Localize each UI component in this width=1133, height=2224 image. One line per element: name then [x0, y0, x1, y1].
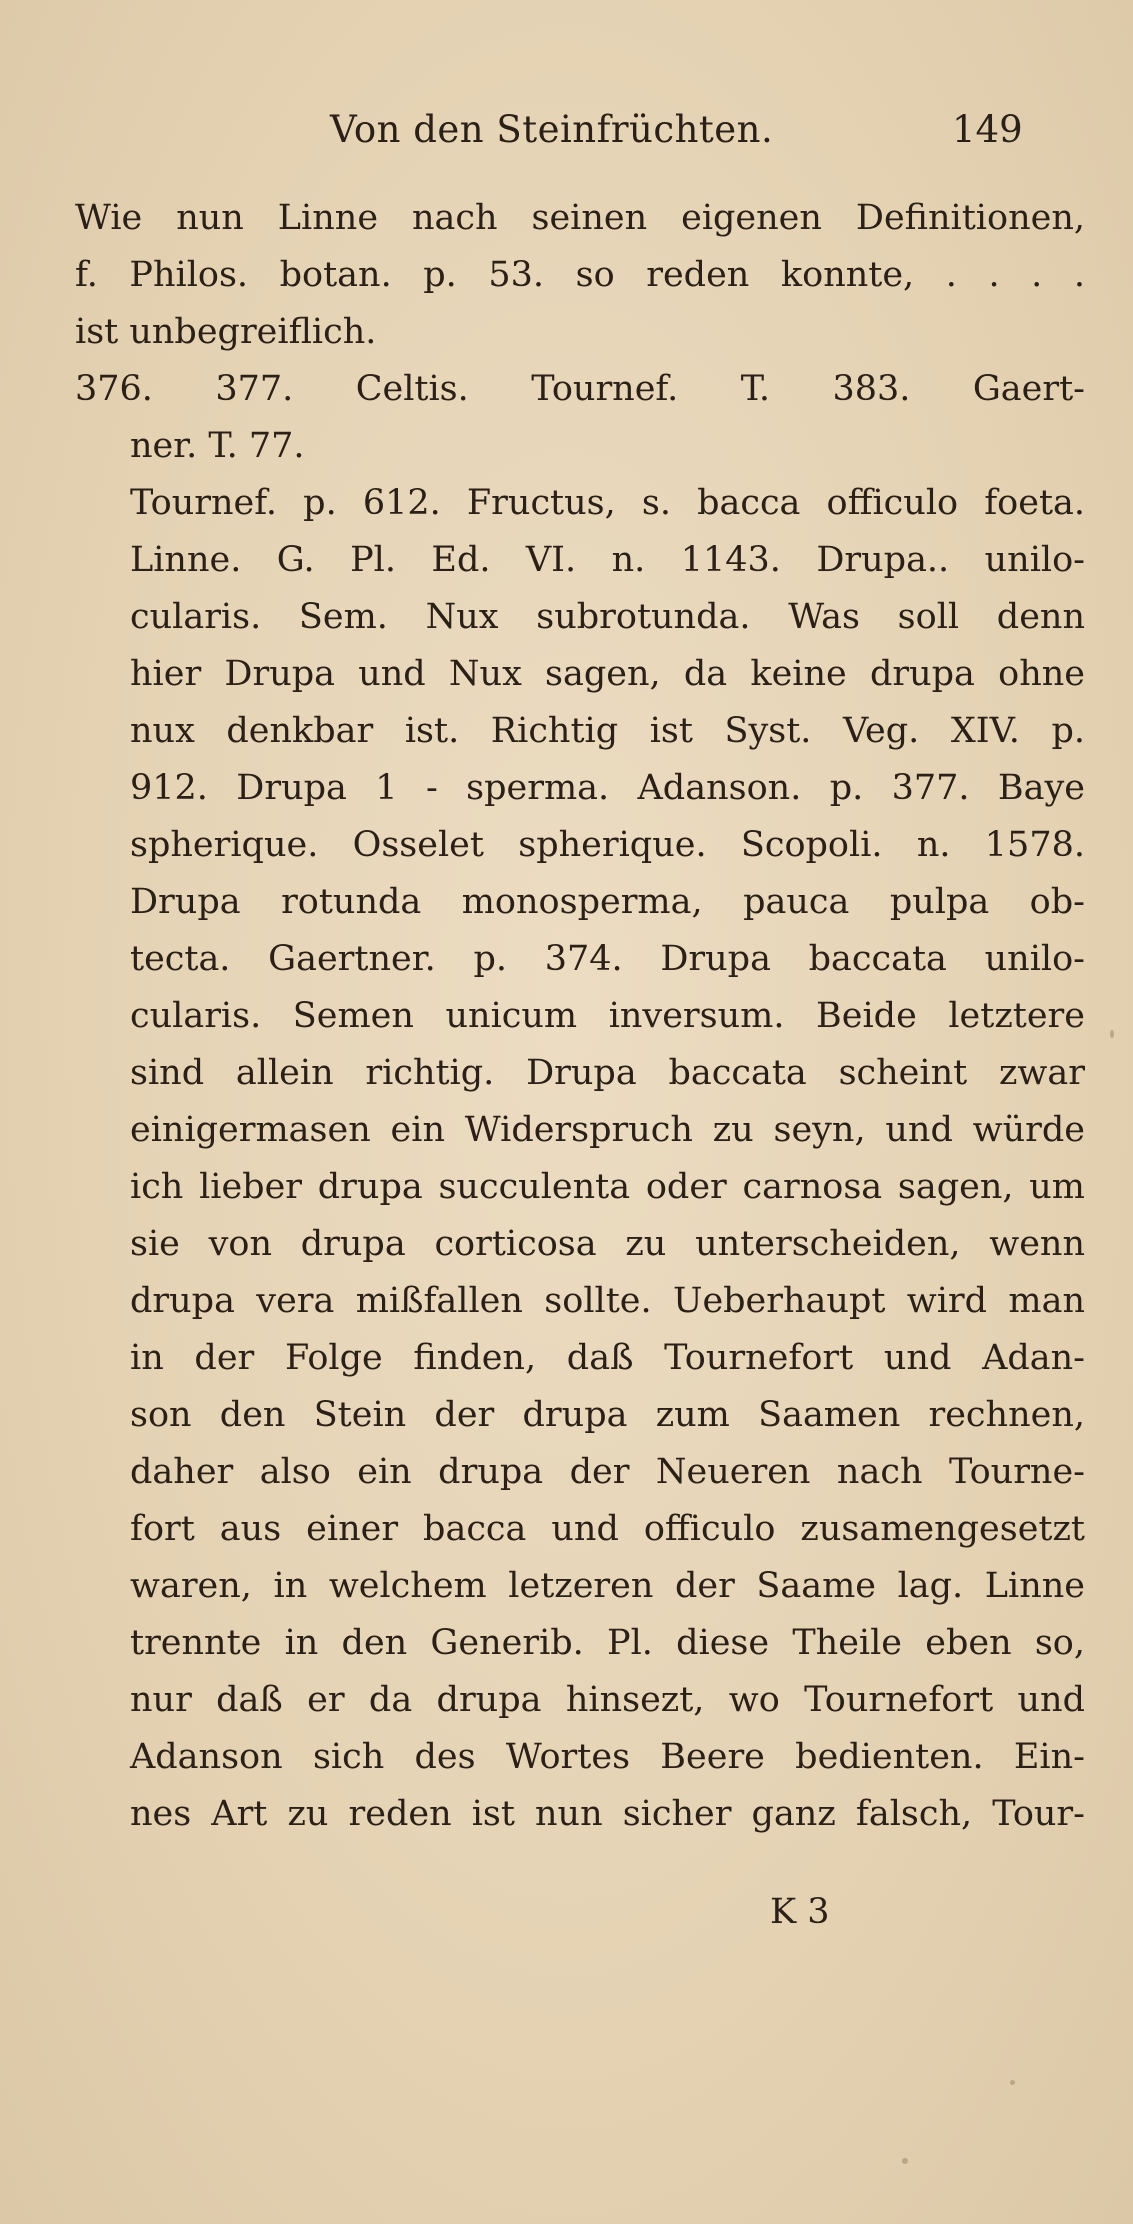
- text-line: Linne. G. Pl. Ed. VI. n. 1143. Drupa.. unilo-: [130, 540, 1085, 580]
- paper-speck: [1010, 2080, 1015, 2085]
- paper-speck: [902, 2158, 908, 2164]
- text-line: daher also ein drupa der Neueren nach Tourne-: [130, 1452, 1085, 1492]
- text-line: 912. Drupa 1 - sperma. Adanson. p. 377. Baye: [130, 768, 1085, 808]
- text-line: hier Drupa und Nux sagen, da keine drupa ohne: [130, 654, 1085, 694]
- text-line: nur daß er da drupa hinsezt, wo Tournefort und: [130, 1680, 1085, 1720]
- text-line: spherique. Osselet spherique. Scopoli. n. 1578.: [130, 825, 1085, 865]
- text-line: 376. 377. Celtis. Tournef. T. 383. Gaert-: [75, 369, 1085, 409]
- body-text: [75, 190, 1085, 1843]
- text-line: cularis. Sem. Nux subrotunda. Was soll denn: [130, 597, 1085, 637]
- text-line: trennte in den Generib. Pl. diese Theile eben so,: [130, 1623, 1085, 1663]
- text-line: sind allein richtig. Drupa baccata scheint zwar: [130, 1053, 1085, 1093]
- text-line: tecta. Gaertner. p. 374. Drupa baccata unilo-: [130, 939, 1085, 979]
- text-line: fort aus einer bacca und officulo zusamengesetzt: [130, 1509, 1085, 1549]
- page-header: [0, 108, 1133, 168]
- text-line: Wie nun Linne nach seinen eigenen Definitionen,: [75, 198, 1085, 238]
- text-line: nux denkbar ist. Richtig ist Syst. Veg. XIV. p.: [130, 711, 1085, 751]
- text-line: sie von drupa corticosa zu unterscheiden, wenn: [130, 1224, 1085, 1264]
- page-number: 149: [952, 108, 1023, 151]
- text-line: drupa vera mißfallen sollte. Ueberhaupt wird man: [130, 1281, 1085, 1321]
- text-line: einigermasen ein Widerspruch zu seyn, und würde: [130, 1110, 1085, 1150]
- text-line: waren, in welchem letzeren der Saame lag. Linne: [130, 1566, 1085, 1606]
- text-line: Adanson sich des Wortes Beere bedienten. Ein-: [130, 1737, 1085, 1777]
- text-line: ich lieber drupa succulenta oder carnosa sagen, um: [130, 1167, 1085, 1207]
- text-line: in der Folge finden, daß Tournefort und Adan-: [130, 1338, 1085, 1378]
- text-line: ist unbegreiflich.: [75, 312, 377, 352]
- text-line: Tournef. p. 612. Fructus, s. bacca officulo foeta.: [130, 483, 1085, 523]
- text-line: son den Stein der drupa zum Saamen rechnen,: [130, 1395, 1085, 1435]
- text-line: cularis. Semen unicum inversum. Beide letztere: [130, 996, 1085, 1036]
- paper-speck: [1110, 1030, 1114, 1038]
- text-line: ner. T. 77.: [130, 426, 305, 466]
- text-line: f. Philos. botan. p. 53. so reden konnte, . . . .: [75, 255, 1085, 295]
- running-head: Von den Steinfrüchten.: [330, 108, 774, 151]
- text-line: nes Art zu reden ist nun sicher ganz falsch, Tour-: [130, 1794, 1085, 1834]
- text-line: Drupa rotunda monosperma, pauca pulpa ob-: [130, 882, 1085, 922]
- catchword: K 3: [770, 1892, 830, 1932]
